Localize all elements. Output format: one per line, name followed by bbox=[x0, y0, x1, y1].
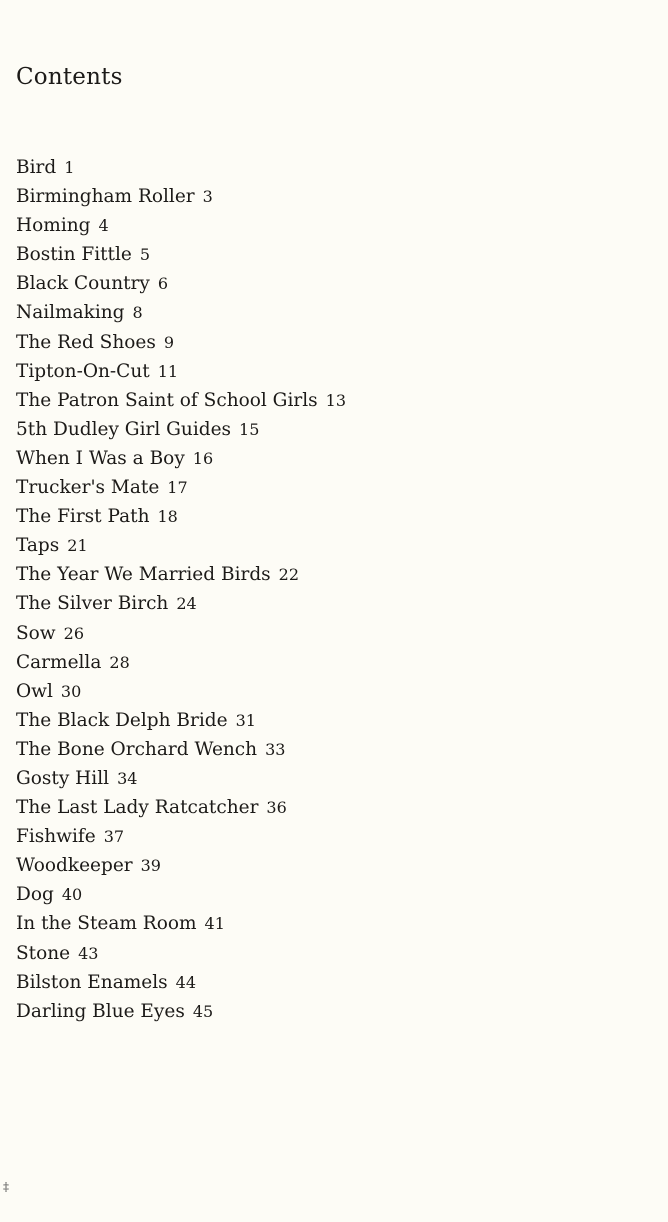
toc-entry bbox=[16, 560, 346, 589]
toc-entry bbox=[16, 851, 346, 880]
toc-entry-page-number: 26 bbox=[63, 623, 85, 643]
toc-entry-page-number: 9 bbox=[163, 332, 175, 352]
toc-entry-title: The Patron Saint of School Girls bbox=[16, 389, 318, 411]
toc-entry-page-number: 21 bbox=[67, 536, 88, 556]
toc-entry bbox=[16, 589, 346, 618]
toc-entry bbox=[16, 822, 346, 851]
toc-entry-title: The First Path bbox=[16, 506, 150, 528]
toc-entry-page-number: 40 bbox=[61, 885, 83, 905]
toc-entry-title: Bilston Enamels bbox=[16, 971, 168, 993]
toc-entry-title: Tipton-On-Cut bbox=[16, 360, 150, 382]
toc-entry-title: 5th Dudley Girl Guides bbox=[16, 418, 232, 440]
toc-entry bbox=[16, 444, 346, 473]
page-title: Contents bbox=[16, 64, 123, 90]
dagger-icon: ‡ bbox=[3, 1180, 9, 1194]
toc-entry-page-number: 43 bbox=[78, 943, 99, 963]
toc-entry bbox=[16, 968, 346, 997]
toc-entry bbox=[16, 240, 346, 269]
toc-entry bbox=[16, 677, 346, 706]
toc-entry-page-number: 13 bbox=[325, 390, 346, 410]
toc-entry-title: The Red Shoes bbox=[16, 331, 156, 353]
toc-entry-page-number: 5 bbox=[139, 245, 151, 265]
toc-entry-title: Gosty Hill bbox=[16, 767, 110, 789]
toc-entry-page-number: 30 bbox=[60, 681, 82, 701]
toc-entry-page-number: 16 bbox=[192, 448, 214, 468]
toc-entry-title: Woodkeeper bbox=[16, 855, 133, 877]
toc-entry-page-number: 28 bbox=[109, 652, 130, 672]
toc-entry-title: Fishwife bbox=[16, 826, 96, 848]
toc-entry-page-number: 4 bbox=[98, 216, 109, 236]
toc-entry-page-number: 15 bbox=[239, 419, 260, 439]
toc-entry-page-number: 1 bbox=[64, 158, 75, 177]
toc-entry bbox=[16, 269, 346, 298]
toc-entry-page-number: 18 bbox=[157, 507, 178, 527]
toc-entry-title: Sow bbox=[16, 622, 56, 644]
toc-entry-title: When I Was a Boy bbox=[16, 447, 185, 469]
toc-entry bbox=[16, 764, 346, 793]
toc-entry-title: The Last Lady Ratcatcher bbox=[16, 797, 259, 819]
toc-entry-title: The Bone Orchard Wench bbox=[16, 738, 258, 760]
toc-entry bbox=[16, 328, 346, 357]
toc-entry bbox=[16, 909, 346, 938]
toc-entry-title: Stone bbox=[16, 942, 71, 964]
toc-entry-title: The Black Delph Bride bbox=[16, 709, 228, 731]
toc-entry bbox=[16, 182, 346, 211]
toc-entry-page-number: 3 bbox=[202, 187, 213, 207]
toc-entry-title: The Year We Married Birds bbox=[16, 564, 271, 586]
toc-entry-page-number: 36 bbox=[266, 798, 287, 818]
toc-entry-title: Owl bbox=[16, 680, 53, 702]
toc-entry bbox=[16, 357, 346, 386]
toc-entry-title: Nailmaking bbox=[16, 302, 125, 324]
toc-entry bbox=[16, 502, 346, 531]
toc-entry-page-number: 37 bbox=[103, 827, 125, 847]
toc-entry bbox=[16, 997, 346, 1026]
toc-entry-title: Carmella bbox=[16, 651, 102, 673]
toc-entry-page-number: 11 bbox=[157, 361, 179, 381]
toc-entry bbox=[16, 473, 346, 502]
toc-entry-page-number: 6 bbox=[157, 274, 169, 294]
toc-entry bbox=[16, 735, 346, 764]
toc-entry bbox=[16, 706, 346, 735]
table-of-contents bbox=[16, 153, 346, 1026]
toc-entry bbox=[16, 386, 346, 415]
toc-entry-title: Taps bbox=[16, 535, 60, 557]
toc-entry-page-number: 41 bbox=[204, 914, 225, 934]
toc-entry-page-number: 39 bbox=[140, 856, 161, 876]
toc-entry-page-number: 45 bbox=[192, 1001, 214, 1021]
toc-entry bbox=[16, 939, 346, 968]
toc-entry-page-number: 33 bbox=[265, 739, 286, 759]
toc-entry-title: In the Steam Room bbox=[16, 913, 197, 935]
toc-entry-title: Bostin Fittle bbox=[16, 244, 132, 266]
toc-entry-title: Bird bbox=[16, 157, 57, 178]
toc-entry-title: Black Country bbox=[16, 273, 150, 295]
toc-entry-title: Darling Blue Eyes bbox=[16, 1000, 185, 1022]
toc-entry bbox=[16, 793, 346, 822]
toc-entry bbox=[16, 211, 346, 240]
toc-entry-page-number: 8 bbox=[132, 303, 143, 323]
toc-entry-title: Dog bbox=[16, 884, 54, 906]
toc-entry-page-number: 17 bbox=[167, 478, 188, 498]
toc-entry bbox=[16, 619, 346, 648]
toc-entry bbox=[16, 648, 346, 677]
toc-entry-title: Homing bbox=[16, 215, 91, 237]
toc-entry bbox=[16, 880, 346, 909]
toc-entry-page-number: 31 bbox=[235, 710, 256, 730]
toc-entry-title: Birmingham Roller bbox=[16, 186, 195, 208]
toc-entry-page-number: 34 bbox=[117, 768, 138, 788]
toc-entry-title: Trucker's Mate bbox=[16, 477, 160, 499]
toc-entry-page-number: 22 bbox=[278, 565, 300, 585]
toc-entry-page-number: 24 bbox=[176, 594, 197, 614]
toc-entry bbox=[16, 153, 346, 182]
toc-entry-title: The Silver Birch bbox=[16, 593, 169, 615]
toc-entry bbox=[16, 298, 346, 327]
toc-entry-page-number: 44 bbox=[175, 972, 196, 992]
toc-entry bbox=[16, 531, 346, 560]
toc-entry bbox=[16, 415, 346, 444]
